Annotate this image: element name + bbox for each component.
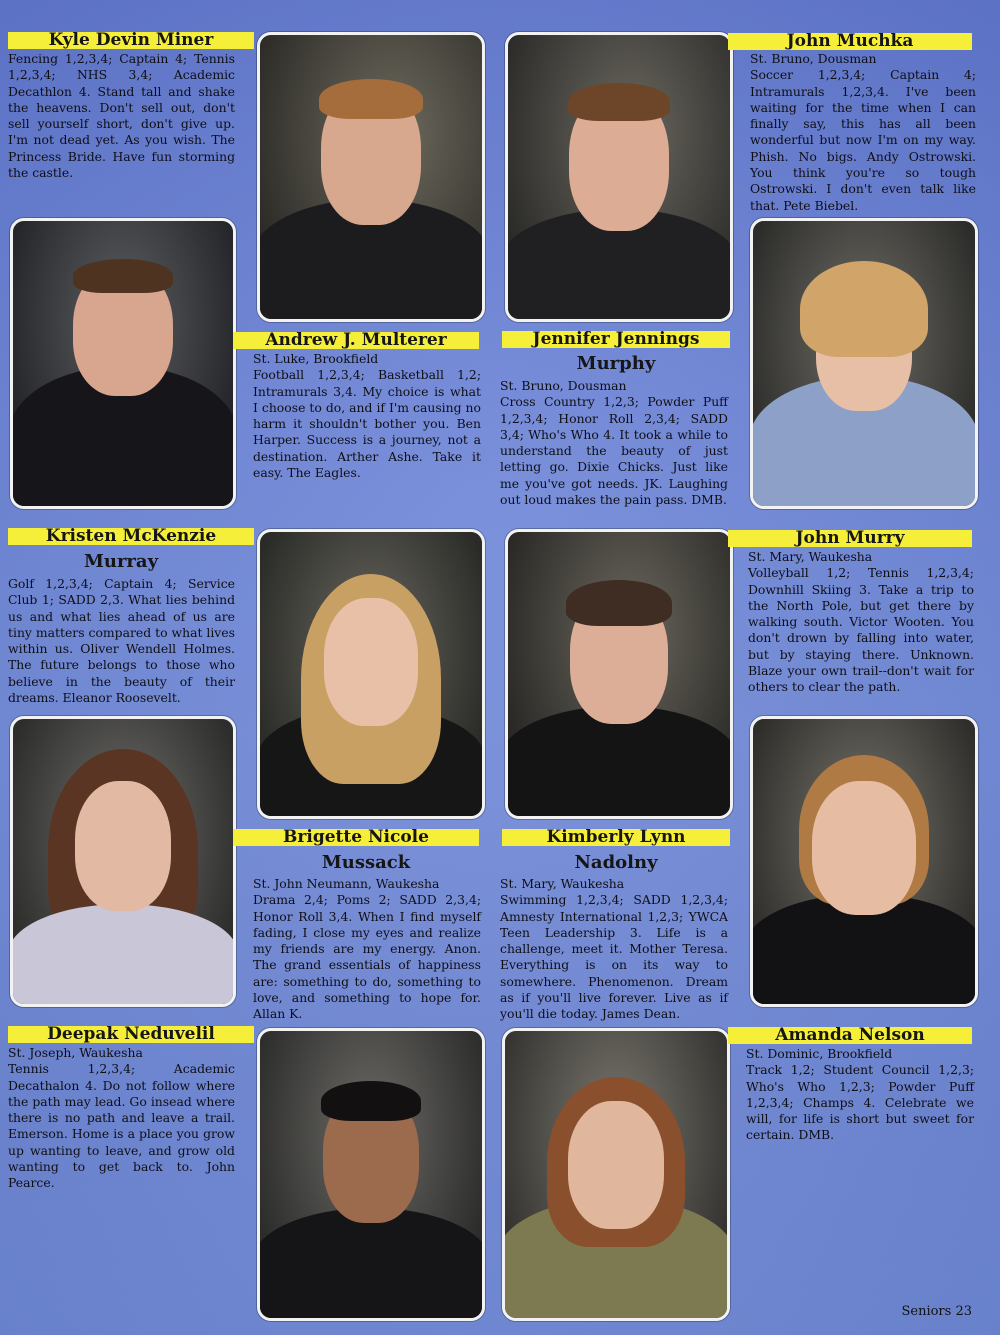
bio-text-multerer: Football 1,2,3,4; Basketball 1,2; Intramurals 3,4. My choice is what I choose to do, and if I'm causing no harm it shouldn't bother you. Ben Harper. Success is a journey, not a destination. Arther Ashe. Take it easy. The Eagles. bbox=[253, 367, 481, 481]
bio-text-mussack: Drama 2,4; Poms 2; SADD 2,3,4; Honor Roll 3,4. When I find myself fading, I close my eyes and realize my friends are my energy. Anon. The grand essentials of happiness are: something to do, something to love, and something to hope for. Allan K. bbox=[253, 892, 481, 1022]
name2-murphy: Murphy bbox=[576, 353, 656, 374]
portrait-nadolny bbox=[750, 716, 978, 1007]
bio-mussack bbox=[253, 876, 481, 1023]
bio-text-nadolny: Swimming 1,2,3,4; SADD 1,2,3,4; Amnesty International 1,2,3; YWCA Teen Leadership 3. Life is a challenge, meet it. Mother Teresa. Everything is on its way to somewhere. Phenomenon. Dream as if you'll live forever. Live as if you'll die today. James Dean. bbox=[500, 892, 728, 1022]
location-multerer: St. Luke, Brookfield bbox=[253, 351, 379, 366]
portrait-murray bbox=[10, 716, 236, 1007]
name-multerer: Andrew J. Multerer bbox=[233, 332, 479, 349]
bio-text-murry: Volleyball 1,2; Tennis 1,2,3,4; Downhill Skiing 3. Take a trip to the North Pole, but get there by walking south. Victor Wooten. You don't drown by falling into water, but by staying there. Unknown. Blaze your own trail--don't wait for others to clear the path. bbox=[748, 565, 974, 695]
bio-murray bbox=[8, 576, 235, 706]
page-footer bbox=[901, 1304, 972, 1319]
name-muchka: John Muchka bbox=[728, 33, 972, 50]
bio-text-miner: Fencing 1,2,3,4; Captain 4; Tennis 1,2,3,4; NHS 3,4; Academic Decathlon 4. Stand tall and shake the heavens. Don't sell out, don't sell yourself short, don't give up. I'm not dead yet. As you wish. The Princess Bride. Have fun storming the castle. bbox=[8, 51, 235, 181]
name-murry: John Murry bbox=[728, 530, 972, 547]
name2-mussack: Mussack bbox=[321, 852, 411, 873]
name-murray: Kristen McKenzie bbox=[8, 528, 254, 545]
name-mussack: Brigette Nicole bbox=[233, 829, 479, 846]
bio-miner bbox=[8, 51, 235, 181]
portrait-murry bbox=[505, 529, 733, 819]
location-mussack: St. John Neumann, Waukesha bbox=[253, 876, 440, 891]
location-nadolny: St. Mary, Waukesha bbox=[500, 876, 625, 891]
location-murry: St. Mary, Waukesha bbox=[748, 549, 873, 564]
name-murphy: Jennifer Jennings bbox=[502, 331, 730, 348]
name2-nadolny: Nadolny bbox=[574, 852, 658, 873]
portrait-miner bbox=[10, 218, 236, 509]
location-muchka: St. Bruno, Dousman bbox=[750, 51, 877, 66]
bio-murry bbox=[748, 549, 974, 696]
bio-nelson bbox=[746, 1046, 974, 1144]
portrait-neduvelil bbox=[257, 1028, 485, 1321]
name-miner: Kyle Devin Miner bbox=[8, 32, 254, 49]
location-nelson: St. Dominic, Brookfield bbox=[746, 1046, 893, 1061]
bio-murphy bbox=[500, 378, 728, 508]
location-neduvelil: St. Joseph, Waukesha bbox=[8, 1045, 143, 1060]
location-murphy: St. Bruno, Dousman bbox=[500, 378, 627, 393]
portrait-multerer bbox=[257, 32, 485, 322]
portrait-muchka bbox=[505, 32, 733, 322]
bio-text-murray: Golf 1,2,3,4; Captain 4; Service Club 1; SADD 2,3. What lies behind us and what lies ahead of us are tiny matters compared to what lives within us. Oliver Wendell Holmes. The future belongs to those who believe in the beauty of their dreams. Eleanor Roosevelt. bbox=[8, 576, 235, 706]
bio-nadolny bbox=[500, 876, 728, 1023]
footer-section: Seniors bbox=[901, 1304, 952, 1319]
portrait-mussack bbox=[257, 529, 485, 819]
footer-page-number: 23 bbox=[955, 1304, 972, 1319]
bio-text-nelson: Track 1,2; Student Council 1,2,3; Who's Who 1,2,3; Powder Puff 1,2,3,4; Champs 4. Celebrate we will, for life is short but sweet for certain. DMB. bbox=[746, 1062, 974, 1143]
bio-neduvelil bbox=[8, 1045, 235, 1192]
name-nadolny: Kimberly Lynn bbox=[502, 829, 730, 846]
bio-text-neduvelil: Tennis 1,2,3,4; Academic Decathalon 4. Do not follow where the path may lead. Go insead where there is no path and leave a trail. Emerson. Home is a place you grow up wanting to leave, and grow old wanting to get back to. John Pearce. bbox=[8, 1061, 235, 1191]
name2-murray: Murray bbox=[83, 551, 159, 572]
portrait-nelson bbox=[502, 1028, 730, 1321]
bio-multerer bbox=[253, 351, 481, 481]
portrait-murphy bbox=[750, 218, 978, 509]
name-neduvelil: Deepak Neduvelil bbox=[8, 1026, 254, 1043]
name-nelson: Amanda Nelson bbox=[728, 1027, 972, 1044]
bio-text-muchka: Soccer 1,2,3,4; Captain 4; Intramurals 1,2,3,4. I've been waiting for the time when I can finally say, this has all been wonderful but now I'm on my way. Phish. No bigs. Andy Ostrowski. You think you're so tough Ostrowski. I don't even talk like that. Pete Biebel. bbox=[750, 67, 976, 213]
bio-text-murphy: Cross Country 1,2,3; Powder Puff 1,2,3,4; Honor Roll 2,3,4; SADD 3,4; Who's Who 4. It took a while to understand the beauty of just letting go. Dixie Chicks. Just like me you've got needs. JK. Laughing out loud makes the pain pass. DMB. bbox=[500, 394, 728, 508]
bio-muchka bbox=[750, 51, 976, 214]
